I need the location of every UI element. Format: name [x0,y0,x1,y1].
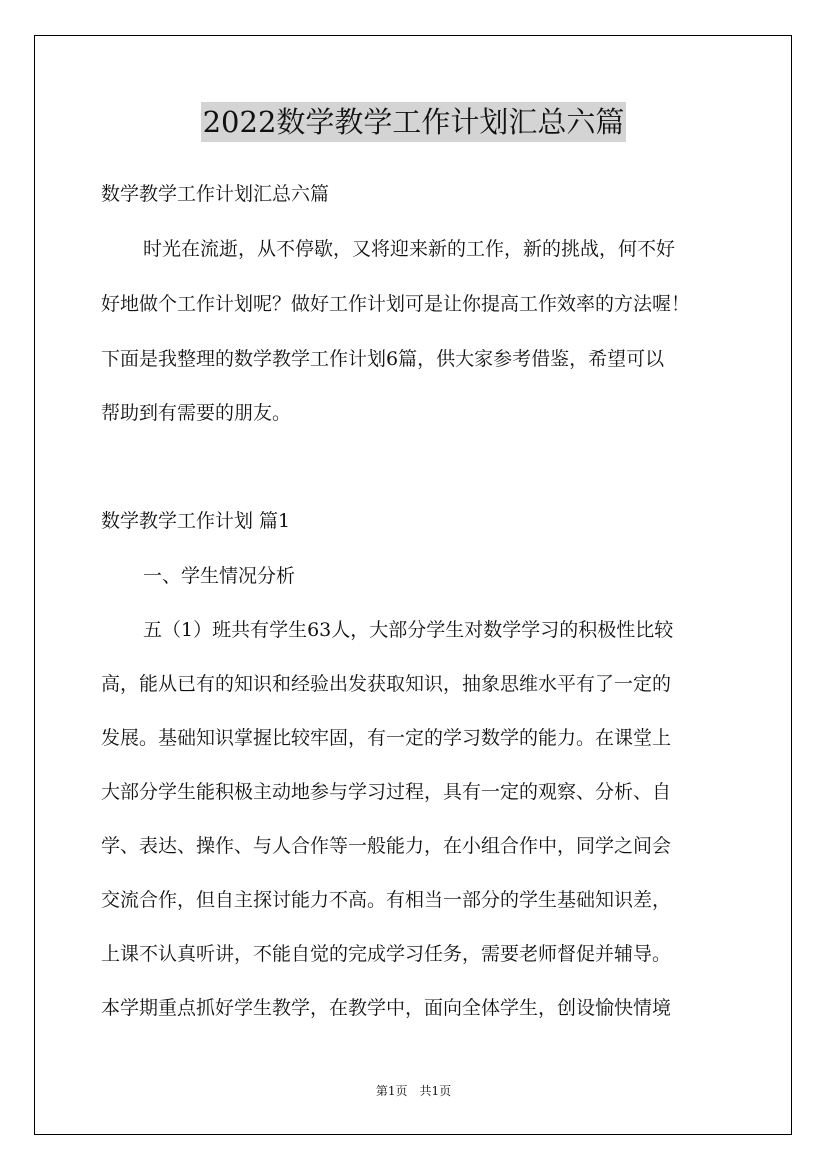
body-line: 发展。基础知识掌握比较牢固，有一定的学习数学的能力。在课堂上 [101,727,672,749]
body-line: 高，能从已有的知识和经验出发获取知识，抽象思维水平有了一定的 [101,673,672,695]
body-line: 大部分学生能积极主动地参与学习过程，具有一定的观察、分析、自 [101,781,672,803]
body-line: 五（1）班共有学生63人，大部分学生对数学学习的积极性比较 [143,619,674,641]
subsection-heading: 一、学生情况分析 [143,565,296,587]
intro-line: 时光在流逝，从不停歇，又将迎来新的工作，新的挑战，何不好 [143,238,676,260]
intro-line: 好地做个工作计划呢？做好工作计划可是让你提高工作效率的方法喔！ [101,293,691,315]
body-line: 上课不认真听讲，不能自觉的完成学习任务，需要老师督促并辅导。 [101,943,672,965]
document-subtitle: 数学教学工作计划汇总六篇 [101,183,330,205]
intro-line: 下面是我整理的数学教学工作计划6篇，供大家参考借鉴，希望可以 [101,348,665,370]
intro-line: 帮助到有需要的朋友。 [101,402,292,424]
body-line: 交流合作，但自主探讨能力不高。有相当一部分的学生基础知识差， [101,889,672,911]
body-line: 本学期重点抓好学生教学，在教学中，面向全体学生，创设愉快情境 [101,997,672,1019]
section-heading: 数学教学工作计划 篇1 [101,510,291,532]
title-container [0,102,827,142]
document-title: 2022数学教学工作计划汇总六篇 [201,102,627,142]
body-line: 学、表达、操作、与人合作等一般能力，在小组合作中，同学之间会 [101,835,672,857]
page-footer: 第1页 共1页 [375,1084,452,1098]
